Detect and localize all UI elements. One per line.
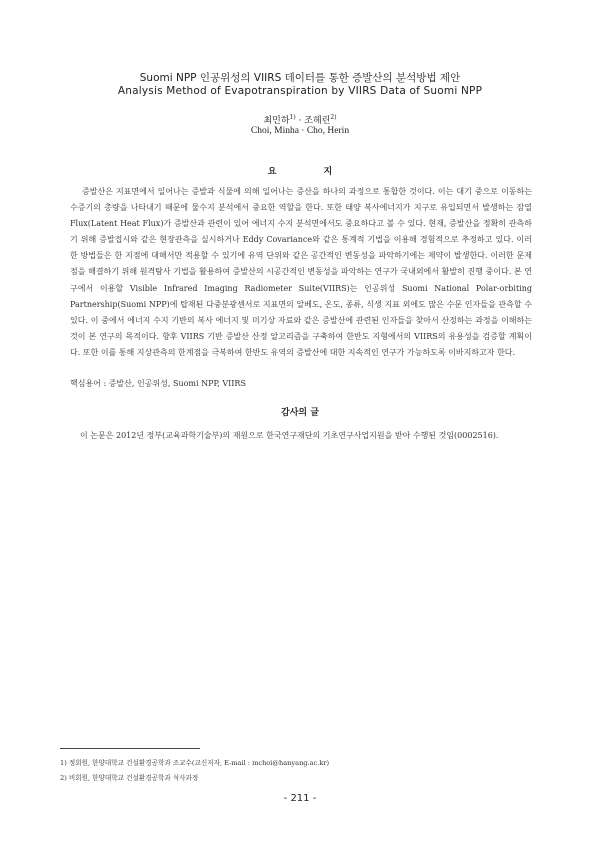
author-2-mark: 2) bbox=[330, 114, 337, 121]
author-1-name: 최민하 bbox=[263, 116, 290, 126]
author-1-mark: 1) bbox=[289, 114, 296, 121]
keywords: 핵심용어 : 증발산, 인공위성, Suomi NPP, VIIRS bbox=[70, 379, 246, 388]
footnote-divider bbox=[60, 748, 200, 749]
footnote-2: 2) 비회원, 한양대학교 건설환경공학과 석사과정 bbox=[60, 774, 199, 782]
title-korean: Suomi NPP 인공위성의 VIIRS 데이터를 통한 증발산의 분석방법 제안 bbox=[139, 72, 461, 84]
abstract-text: 증발산은 지표면에서 일어나는 증발과 식물에 의해 일어나는 증산을 하나의 과정으로 통합한 것이다. 이는 대기 중으로 이동하는 수증기의 총량을 나타내기 때문에 물수지 분석에서 중요한 역할을 한다. 또한 태양 복사에너지가 지구로 유입되면서 발생하는 잠열 Flux(Latent Heat Flux)가 증발산과 관련이 있어 에너지 수지 분석면에서도 중요하다고 볼 수 있다. 현재, 증발산을 정확히 관측하기 위해 증발접시와 같은 현장관측을 실시하거나 Eddy Covariance와 같은 통계적 기법을 이용해 경험적으로 추정하고 있다. 이러한 방법들은 한 지점에 대해서만 적용할 수 있기에 유역 단위와 같은 공간적인 변동성을 파악하기에는 제약이 발생한다. 이러한 문제점을 해결하기 위해 원격탐사 기법을 활용하여 증발산의 시공간적인 변동성을 파악하는 연구가 국내외에서 활발히 진행 중이다. 본 연구에서 이용할 Visible Infrared Imaging Radiometer Suite(VIIRS)는 인공위성 Suomi National Polar-orbiting Partnership(Suomi NPP)에 탑재된 다중분광센서로 지표면의 알베도, 온도, 종류, 식생 지표 외에도 많은 수문 인자들을 관측할 수 있다. 이 중에서 에너지 수지 기반의 복사 에너지 및 미기상 자료와 같은 증발산에 관련된 인자들을 찾아서 산정하는 과정을 이해하는 것이 본 연구의 목적이다. 향후 VIIRS 기반 증발산 산정 알고리즘을 구축하여 한반도 지형에서의 VIIRS의 유용성을 검증할 계획이다. 또한 이를 통해 지상관측의 한계점을 극복하여 한반도 유역의 증발산에 대한 지속적인 연구가 가능하도록 이바지하고자 한다. bbox=[70, 187, 532, 357]
author-separator: · bbox=[295, 116, 305, 126]
footnote-1: 1) 정회원, 한양대학교 건설환경공학과 조교수(교신저자, E-mail : mchoi@hanyang.ac.kr) bbox=[60, 759, 330, 767]
acknowledgement-text: 이 논문은 2012년 정부(교육과학기술부)의 재원으로 한국연구재단의 기초연구사업지원을 받아 수행된 것임(0002516). bbox=[80, 431, 499, 440]
authors-korean bbox=[0, 113, 600, 126]
author-2-name: 조헤린 bbox=[304, 116, 331, 126]
title-english: Analysis Method of Evapotranspiration by VIIRS Data of Suomi NPP bbox=[117, 85, 483, 97]
authors-english: Choi, Minha · Cho, Herin bbox=[250, 126, 350, 136]
abstract-heading: 요 지 bbox=[267, 167, 355, 177]
acknowledgement-heading: 감사의 글 bbox=[281, 408, 319, 418]
page-number: - 211 - bbox=[283, 793, 317, 804]
